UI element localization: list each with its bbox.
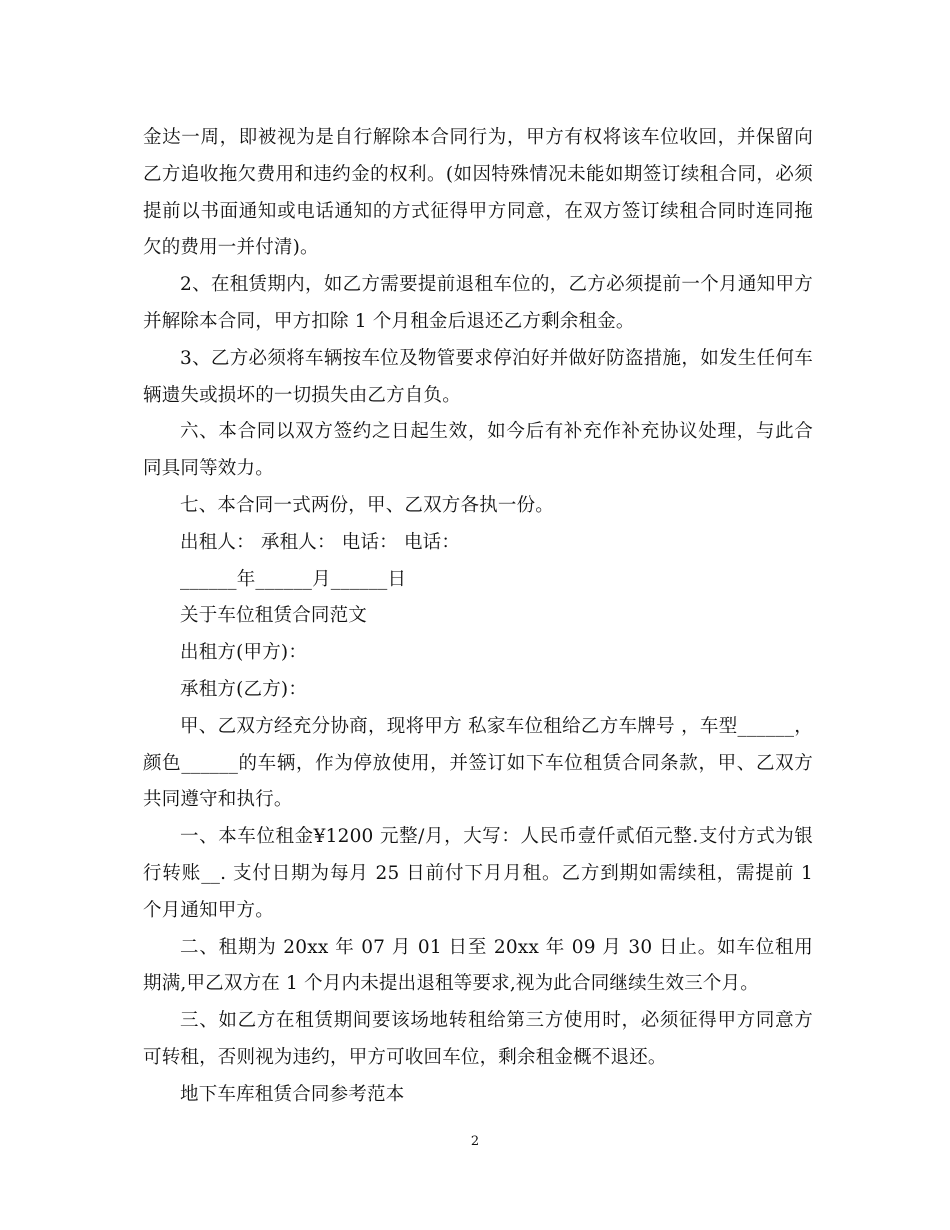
paragraph-article-1: 一、本车位租金¥1200 元整/月，大写：人民币壹仟贰佰元整.支付方式为银行转账__. 支付日期为每月 25 日前付下月月租。乙方到期如需续租，需提前 1 个月通知甲方。 [143,826,813,921]
lessor-line: 出租方(甲方)： [180,642,308,664]
document-body [143,120,813,1114]
signature-line: 出租人： 承租人： 电话： 电话： [180,531,461,553]
paragraph-article-7: 七、本合同一式两份，甲、乙双方各执一份。 [180,494,555,516]
paragraph-preamble: 甲、乙双方经充分协商，现将甲方 私家车位租给乙方车牌号 ，车型______，颜色______的车辆，作为停放使用，并签订如下车位租赁合同条款，甲、乙双方共同遵守和执行。 [143,715,813,811]
section-title: 关于车位租赁合同范文 [180,605,368,627]
paragraph-continuation: 金达一周，即被视为是自行解除本合同行为，甲方有权将该车位收回，并保留向乙方追收拖欠费用和违约金的权利。(如因特殊情况未能如期签订续租合同，必须提前以书面通知或电话通知的方式征得甲方同意，在双方签订续租合同时连同拖欠的费用一并付清)。 [143,127,813,259]
lessee-line: 承租方(乙方)： [180,678,308,700]
paragraph-clause-3: 3、乙方必须将车辆按车位及物管要求停泊好并做好防盗措施，如发生任何车辆遗失或损坏的一切损失由乙方自负。 [143,347,813,406]
paragraph-clause-2: 2、在租赁期内，如乙方需要提前退租车位的，乙方必须提前一个月通知甲方并解除本合同，甲方扣除 1 个月租金后退还乙方剩余租金。 [143,274,813,332]
page-number: 2 [470,1134,480,1149]
date-line: ______年______月______日 [180,568,407,590]
paragraph-article-2: 二、租期为 20xx 年 07 月 01 日至 20xx 年 09 月 30 日止。如车位租用期满,甲乙双方在 1 个月内未提出退租等要求,视为此合同继续生效三个月。 [143,936,813,995]
section-title-underground: 地下车库租赁合同参考范本 [180,1083,405,1105]
paragraph-article-6: 六、本合同以双方签约之日起生效，如今后有补充作补充协议处理，与此合同具同等效力。 [143,421,813,480]
paragraph-article-3: 三、如乙方在租赁期间要该场地转租给第三方使用时，必须征得甲方同意方可转租，否则视为违约，甲方可收回车位，剩余租金概不退还。 [143,1010,813,1068]
